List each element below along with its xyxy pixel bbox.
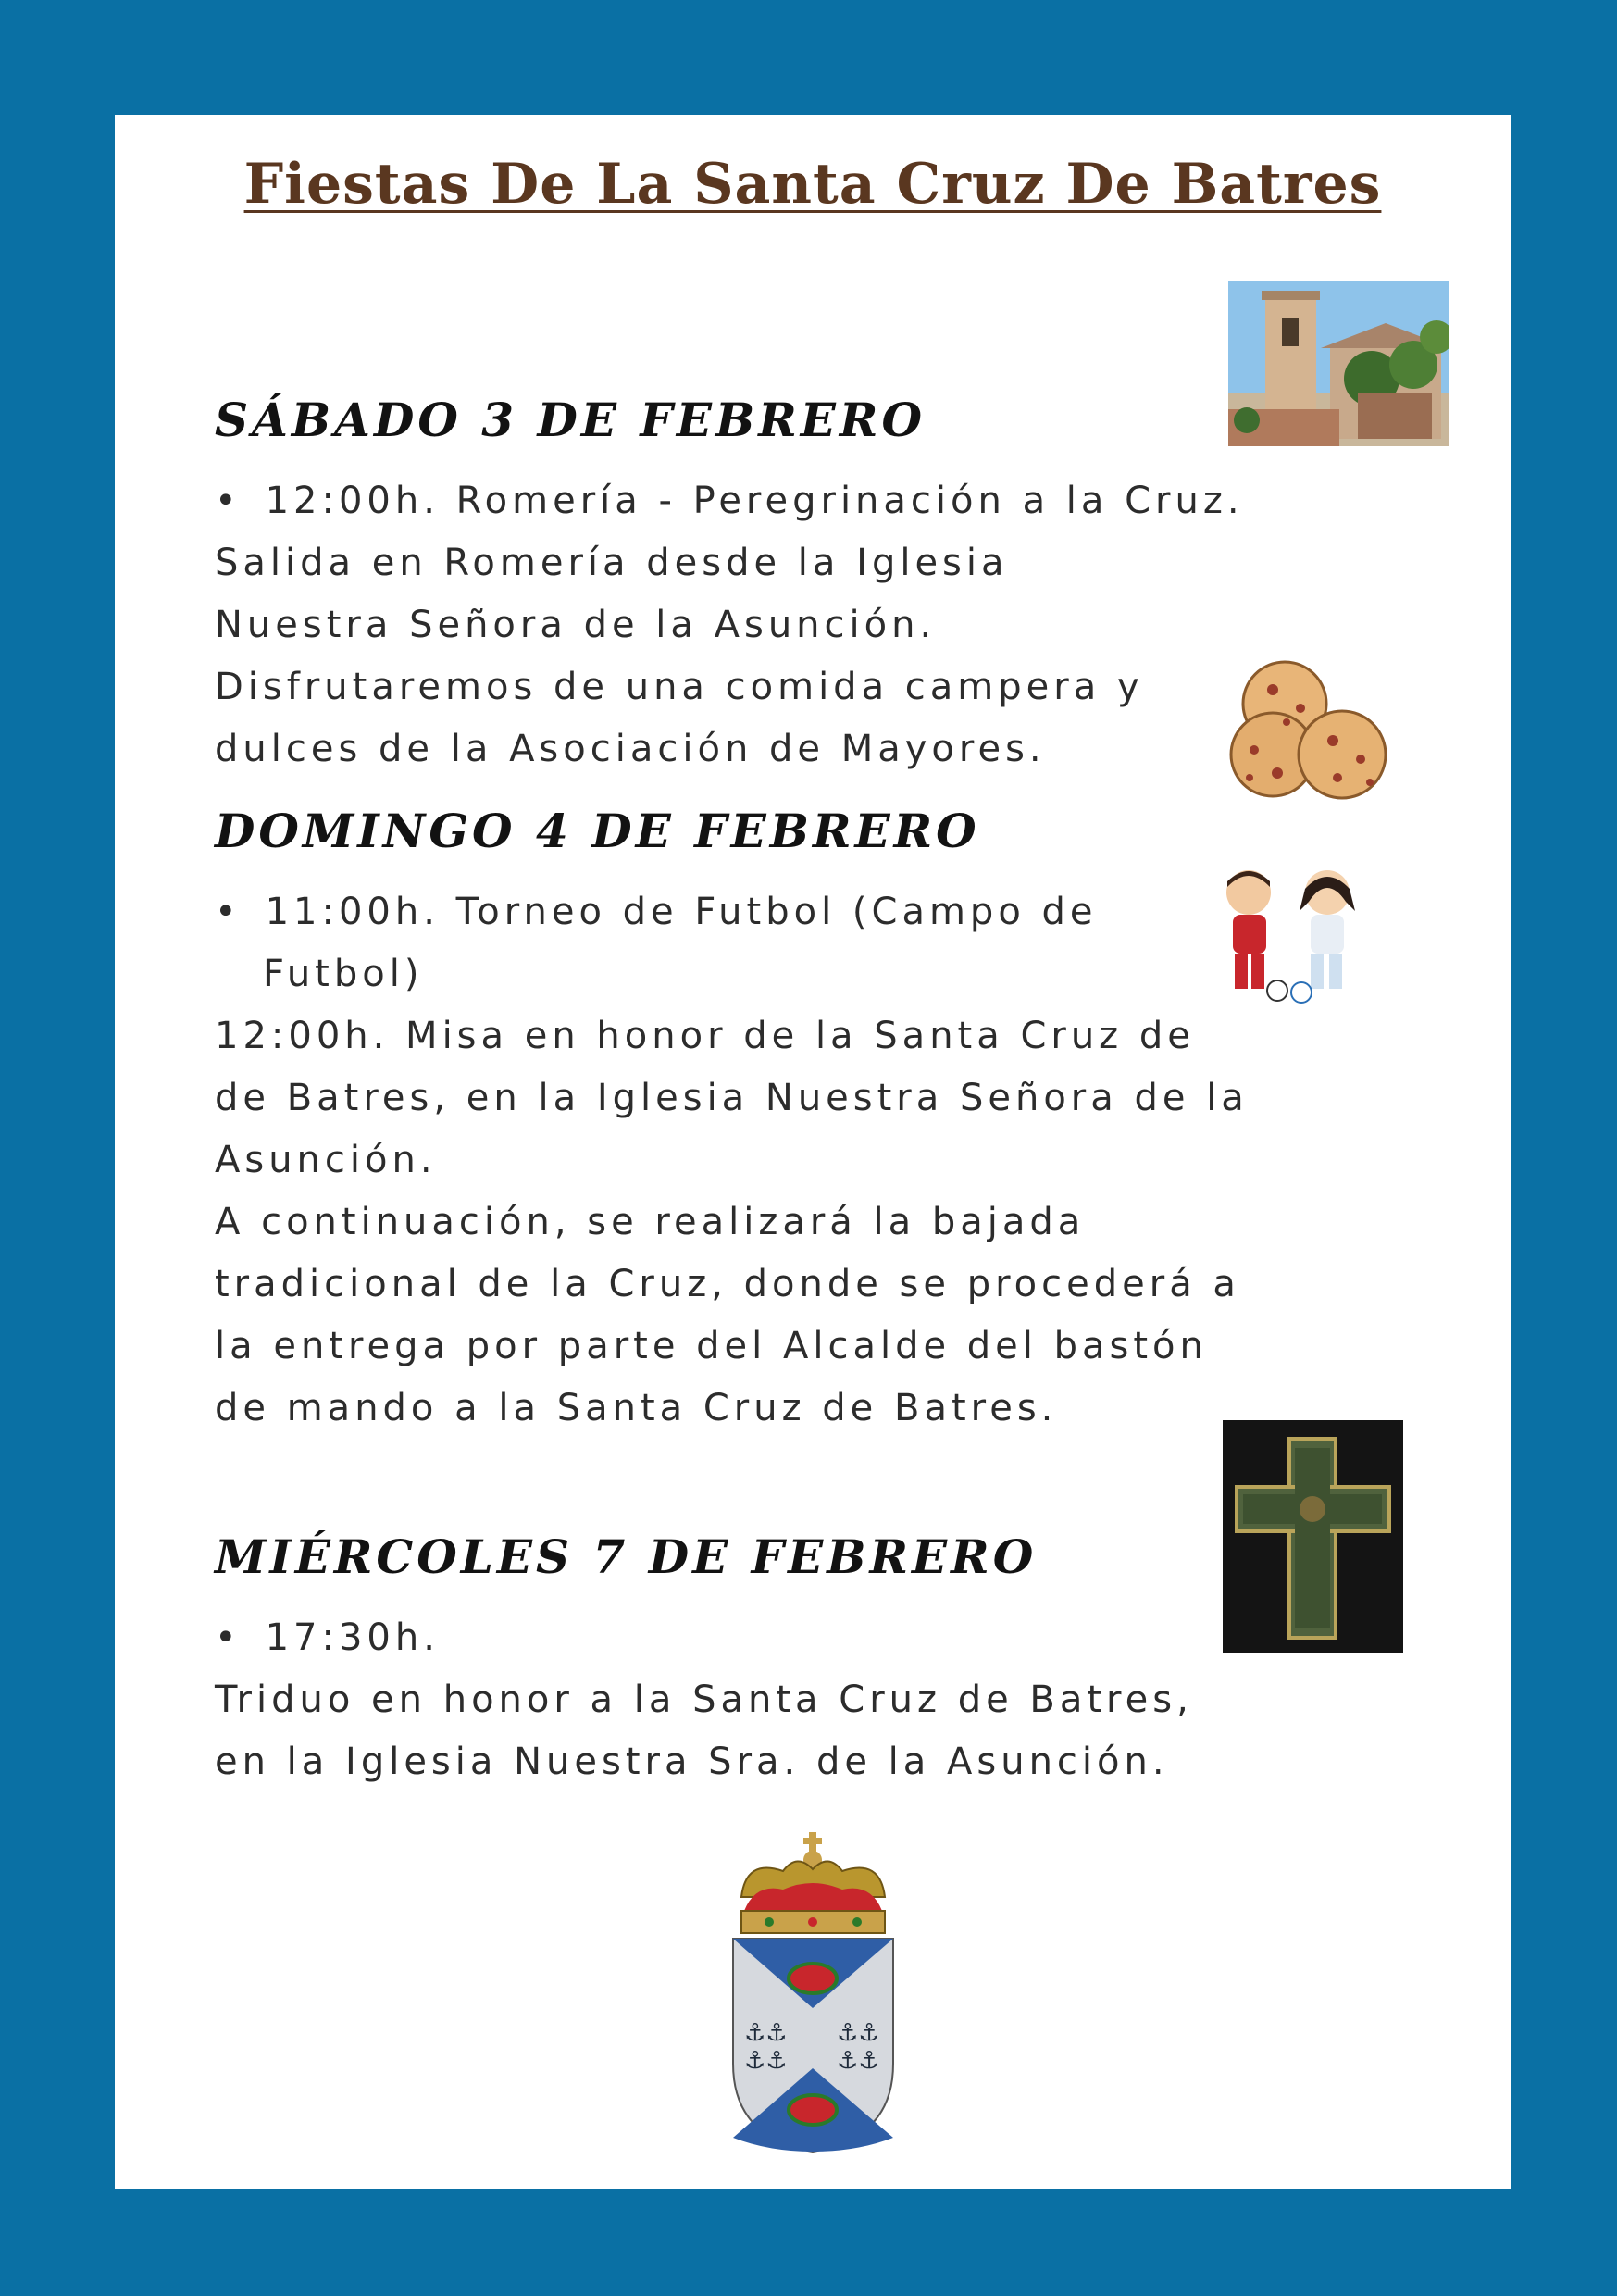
batres-coat-of-arms [728, 1832, 899, 2156]
domingo-line-4: de Batres, en la Iglesia Nuestra Señora de la [215, 1077, 1249, 1119]
svg-text:⚓⚓: ⚓⚓ [837, 2047, 880, 2075]
domingo-line-9: de mando a la Santa Cruz de Batres. [215, 1387, 1058, 1429]
football-kids-illustration [1198, 865, 1383, 1008]
domingo-line-2: Futbol) [263, 953, 424, 995]
cookies-illustration [1222, 657, 1398, 805]
domingo-line-1: • 11:00h. Torneo de Futbol (Campo de [215, 881, 1098, 943]
cross-photo [1223, 1420, 1403, 1653]
svg-text:⚓⚓: ⚓⚓ [837, 2019, 880, 2047]
sabado-line-3: Nuestra Señora de la Asunción. [215, 604, 937, 646]
svg-text:⚓⚓: ⚓⚓ [744, 2047, 788, 2075]
heading-domingo: DOMINGO 4 DE FEBRERO [215, 804, 980, 858]
poster [115, 115, 1511, 2189]
domingo-line-3: 12:00h. Misa en honor de la Santa Cruz de [215, 1015, 1195, 1057]
poster-title: Fiestas De La Santa Cruz De Batres [243, 152, 1382, 217]
miercoles-line-2: Triduo en honor a la Santa Cruz de Batres, [215, 1678, 1193, 1721]
domingo-line-7: tradicional de la Cruz, donde se procederá a [215, 1263, 1240, 1305]
sabado-line-4: Disfrutaremos de una comida campera y [215, 666, 1144, 708]
svg-text:⚓⚓: ⚓⚓ [744, 2019, 788, 2047]
domingo-line-6: A continuación, se realizará la bajada [215, 1201, 1086, 1243]
miercoles-line-1: • 17:30h. [215, 1607, 440, 1669]
heading-miercoles: MIÉRCOLES 7 DE FEBRERO [215, 1529, 1038, 1584]
sabado-line-1: • 12:00h. Romería - Peregrinación a la Cruz. [215, 470, 1244, 532]
domingo-line-5: Asunción. [215, 1139, 437, 1181]
miercoles-line-3: en la Iglesia Nuestra Sra. de la Asunción. [215, 1741, 1169, 1783]
domingo-line-8: la entrega por parte del Alcalde del bastón [215, 1325, 1208, 1367]
sabado-line-2: Salida en Romería desde la Iglesia [215, 542, 1009, 584]
church-photo [1228, 281, 1449, 446]
sabado-line-5: dulces de la Asociación de Mayores. [215, 728, 1046, 770]
heading-sabado: SÁBADO 3 DE FEBRERO [215, 393, 926, 447]
